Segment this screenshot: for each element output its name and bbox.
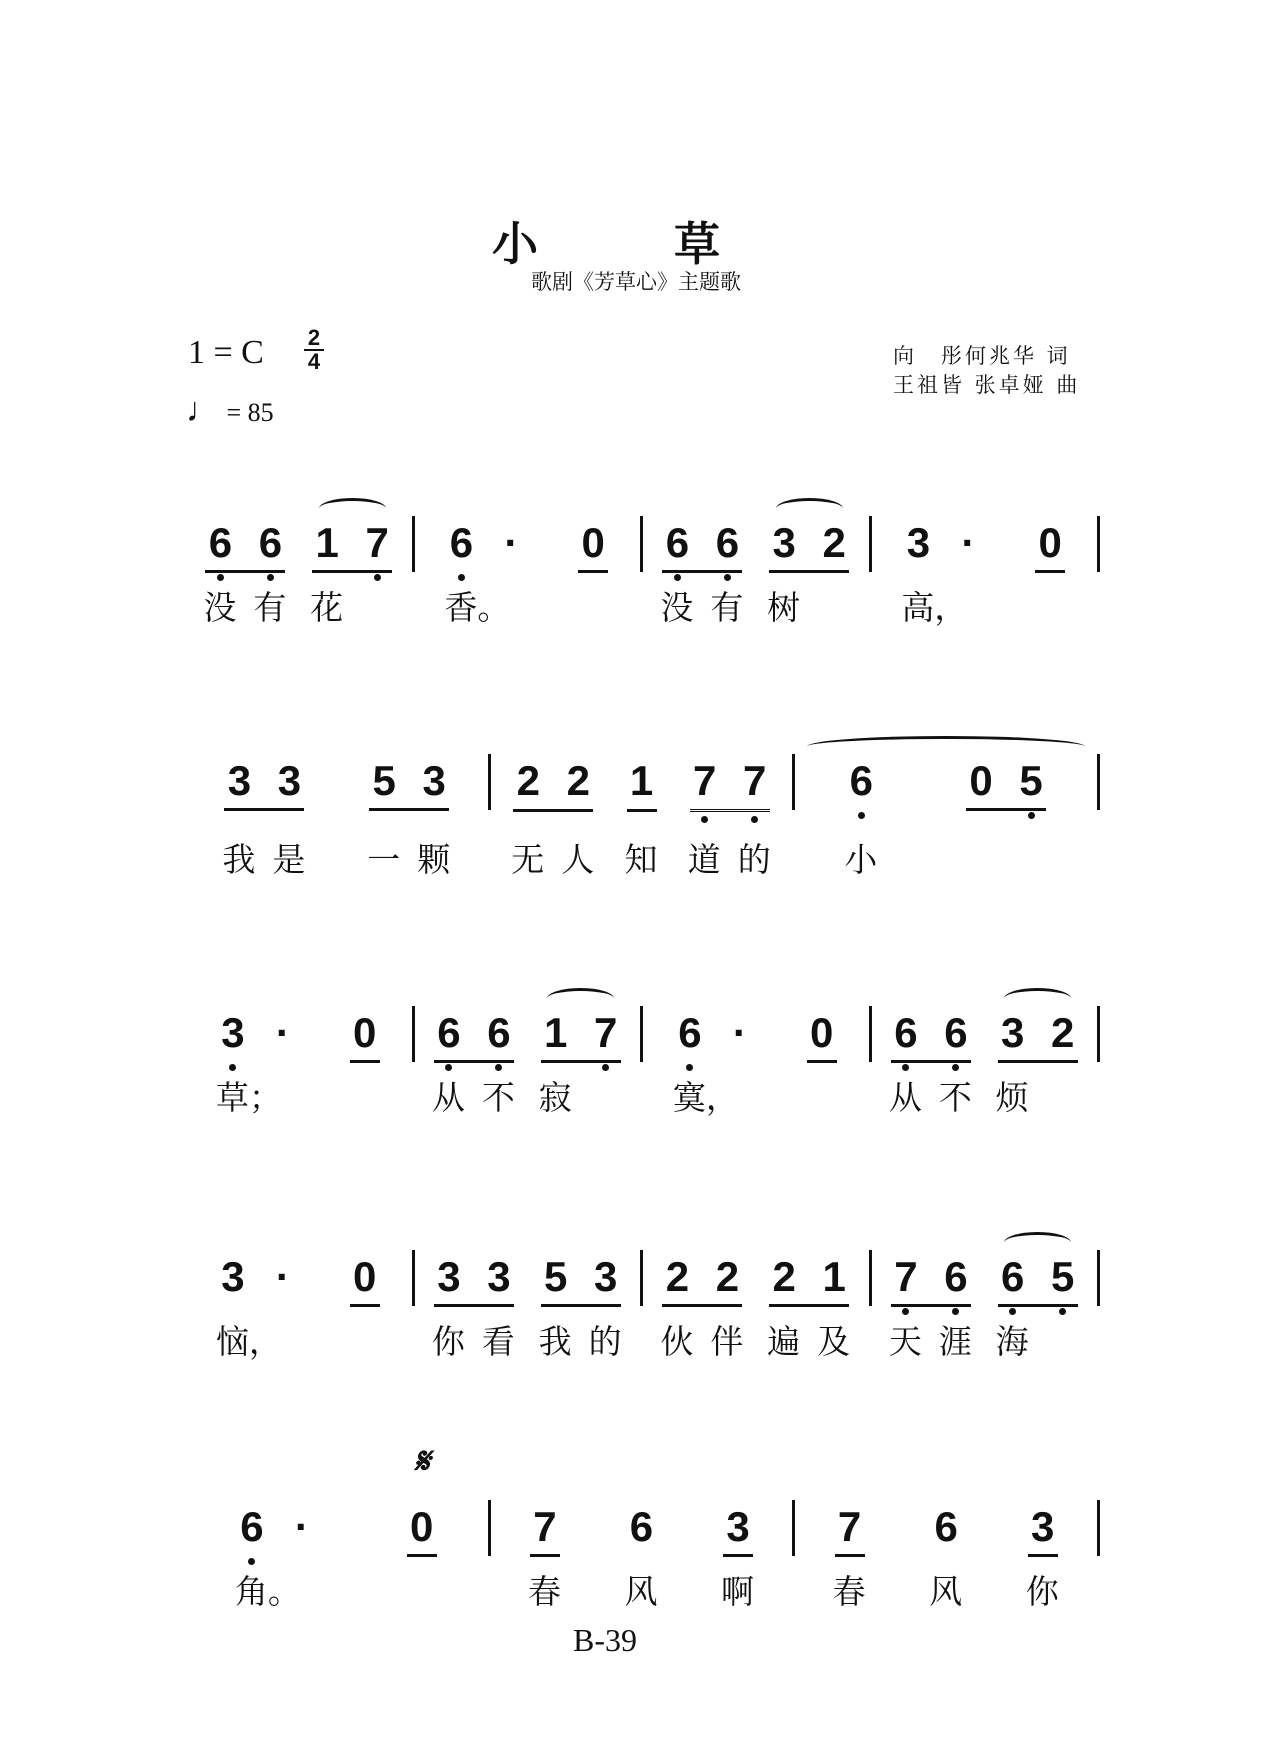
measure — [643, 1009, 869, 1117]
note — [538, 1253, 572, 1361]
note — [721, 1503, 755, 1611]
note-digit: 2 — [665, 1253, 690, 1300]
beam-group — [767, 519, 849, 627]
note — [710, 519, 744, 627]
lyricist-credit: 向 彤何兆华 词 — [893, 344, 1071, 368]
barline — [1097, 1500, 1100, 1556]
beam-group — [624, 1503, 658, 1611]
note-digit: 7 — [693, 757, 717, 804]
lyric: 的 — [737, 840, 771, 879]
note-digit: 2 — [772, 1253, 796, 1300]
note — [222, 757, 256, 879]
note — [767, 1253, 801, 1361]
measure — [186, 1253, 412, 1361]
slur — [1004, 1232, 1071, 1253]
note-digit: 5 — [1050, 1253, 1075, 1300]
beam-group — [203, 519, 287, 627]
note — [938, 1253, 972, 1361]
measure — [795, 1503, 1097, 1611]
measure — [415, 1009, 641, 1117]
beam-group — [844, 757, 878, 879]
lyric: 不 — [481, 1078, 515, 1117]
note — [367, 757, 401, 879]
beam-group — [215, 1009, 298, 1117]
beam-group — [367, 757, 451, 879]
lyric: 有 — [253, 588, 287, 627]
beam-group — [1025, 1503, 1059, 1611]
note-digit: 0 — [352, 1253, 377, 1300]
lyric: 我 — [538, 1322, 572, 1361]
lower-octave-dot — [1059, 1308, 1066, 1315]
lower-octave-dot — [229, 1064, 236, 1071]
note-digit: 3 — [1000, 1009, 1025, 1056]
beam-group — [444, 519, 526, 627]
note — [578, 520, 608, 566]
note-digit: 1 — [315, 519, 339, 566]
tempo-marking — [186, 392, 274, 430]
note-digit: 6 — [678, 1009, 702, 1056]
note — [431, 1253, 465, 1361]
note-digit: 3 — [593, 1253, 618, 1300]
beam-group — [767, 1253, 851, 1361]
lyric: 树 — [767, 588, 801, 627]
measure — [643, 519, 869, 627]
slur — [776, 498, 843, 519]
note-digit: 6 — [1000, 1253, 1025, 1300]
note — [362, 520, 392, 566]
beam-group — [672, 1009, 755, 1117]
note — [844, 757, 878, 879]
lower-octave-dot — [902, 1064, 909, 1071]
note — [350, 1010, 380, 1056]
lyric: 不 — [938, 1078, 972, 1117]
lower-octave-dot — [724, 574, 731, 581]
score-row — [186, 1009, 1100, 1117]
credits — [893, 342, 1080, 400]
note-digit: 2 — [516, 757, 540, 804]
note — [538, 1009, 572, 1117]
measure — [186, 519, 412, 627]
note — [819, 520, 849, 566]
note-digit: 2 — [1050, 1009, 1075, 1056]
lyric: 从 — [888, 1078, 922, 1117]
lyric: 伴 — [710, 1322, 744, 1361]
note-digit: 6 — [715, 519, 740, 566]
lower-octave-dot — [374, 574, 381, 581]
measure — [491, 757, 793, 879]
lower-octave-dot — [248, 1558, 255, 1565]
score-row — [186, 519, 1100, 627]
augmentation-dot — [496, 520, 526, 569]
lower-octave-dot — [445, 1064, 452, 1071]
beam-group — [538, 1009, 621, 1117]
lyric: 没 — [203, 588, 237, 627]
note-digit: · — [275, 1253, 290, 1300]
note — [561, 757, 595, 879]
barline — [1097, 1006, 1100, 1062]
beam-group — [888, 1253, 972, 1361]
beam-group — [350, 1254, 380, 1307]
lyric: 知 — [624, 840, 658, 879]
note — [481, 1253, 515, 1361]
lyric: 高， — [901, 588, 968, 627]
lower-octave-dot — [267, 574, 274, 581]
note-digit: 7 — [533, 1503, 557, 1550]
beam-group — [624, 757, 658, 879]
note-digit: 2 — [822, 519, 846, 566]
note-digit: 0 — [1038, 519, 1062, 566]
note — [1025, 1503, 1059, 1611]
note-digit: 0 — [410, 1503, 434, 1550]
note-digit: · — [961, 519, 976, 566]
lower-octave-dot — [674, 574, 681, 581]
measure — [186, 1009, 412, 1117]
beam-group — [687, 757, 771, 879]
lyric: 一 — [367, 840, 401, 879]
measure — [186, 757, 488, 879]
note — [737, 757, 771, 879]
note — [234, 1503, 301, 1611]
time-signature-bottom: 4 — [307, 349, 321, 374]
lyric: 颗 — [417, 840, 451, 879]
beam-group — [431, 1009, 515, 1117]
note — [624, 1503, 658, 1611]
lyric: 啊 — [721, 1572, 755, 1611]
score-row — [186, 1503, 1100, 1611]
note — [888, 1253, 922, 1361]
lyric: 没 — [660, 588, 694, 627]
note-digit: 7 — [837, 1503, 862, 1550]
lyric: 我 — [222, 840, 256, 879]
lyric: 涯 — [938, 1322, 972, 1361]
lower-octave-dot — [902, 1308, 909, 1315]
lyric: 的 — [588, 1322, 622, 1361]
beam-group — [888, 1009, 972, 1117]
beam-group — [511, 757, 595, 879]
note-digit: · — [275, 1009, 290, 1056]
note — [444, 519, 511, 627]
beam-group — [807, 1010, 837, 1063]
note — [817, 1253, 851, 1361]
measure — [415, 519, 641, 627]
note — [1048, 1010, 1078, 1056]
note-digit: 2 — [715, 1253, 740, 1300]
note-digit: 3 — [487, 1253, 511, 1300]
note — [929, 1503, 963, 1611]
note — [253, 519, 287, 627]
note-digit: 6 — [258, 519, 283, 566]
beam-group — [538, 1253, 622, 1361]
barline — [1097, 516, 1100, 572]
note-digit: 3 — [772, 519, 796, 566]
note — [203, 519, 237, 627]
lower-octave-dot — [952, 1308, 959, 1315]
time-signature — [304, 325, 324, 374]
note-digit: 3 — [1031, 1503, 1055, 1550]
measure — [872, 1009, 1098, 1117]
note — [527, 1503, 561, 1611]
note-digit: 7 — [743, 757, 767, 804]
lyric: 恼， — [215, 1322, 282, 1361]
lyric: 香。 — [444, 588, 511, 627]
barline — [1097, 754, 1100, 810]
lower-octave-dot — [602, 1064, 609, 1071]
note-digit: 0 — [352, 1009, 377, 1056]
note-digit: 6 — [449, 519, 474, 566]
note-digit: 0 — [969, 757, 993, 804]
note-digit: 6 — [944, 1009, 968, 1056]
note-digit: 3 — [221, 1253, 245, 1300]
beam-group — [222, 757, 306, 879]
beam-group — [350, 1010, 380, 1063]
note-digit: 7 — [894, 1253, 918, 1300]
note-digit: 6 — [934, 1503, 958, 1550]
augmentation-dot — [287, 1504, 317, 1553]
lyric: 烦 — [995, 1078, 1029, 1117]
note-digit: 6 — [437, 1009, 461, 1056]
lower-octave-dot — [458, 574, 465, 581]
beam-group — [660, 519, 744, 627]
beam-group — [995, 1253, 1078, 1361]
note-digit: 5 — [543, 1253, 568, 1300]
lower-octave-dot — [1009, 1308, 1016, 1315]
note — [660, 1253, 694, 1361]
note — [511, 757, 545, 879]
song-title: 小 草 — [491, 217, 780, 271]
note-digit: 7 — [365, 519, 389, 566]
barline — [1097, 1250, 1100, 1306]
note-digit: 6 — [208, 519, 233, 566]
slur — [1004, 988, 1071, 1009]
lower-octave-dot — [751, 816, 758, 823]
note — [215, 1009, 282, 1117]
note-digit: · — [294, 1503, 309, 1550]
key-signature: 1 = C — [188, 334, 264, 371]
note-digit: 6 — [240, 1503, 264, 1550]
note — [672, 1009, 739, 1117]
lyric: 小 — [844, 840, 878, 879]
note-digit: 3 — [277, 757, 302, 804]
measure — [872, 519, 1098, 627]
note-digit: 2 — [566, 757, 590, 804]
lyric: 及 — [817, 1322, 851, 1361]
note-digit: 1 — [822, 1253, 846, 1300]
note — [310, 519, 344, 627]
lyric: 有 — [710, 588, 744, 627]
beam-group — [995, 1009, 1078, 1117]
note-digit: 3 — [221, 1009, 245, 1056]
beam-group — [527, 1503, 561, 1611]
note-digit: 3 — [906, 519, 931, 566]
lower-octave-dot — [1028, 812, 1035, 819]
note — [966, 758, 996, 804]
augmentation-dot — [953, 520, 983, 569]
lyric: 寂 — [538, 1078, 572, 1117]
beam-group — [966, 758, 1046, 811]
augmentation-dot — [268, 1010, 298, 1059]
beam-group — [234, 1503, 317, 1611]
beam-group — [1035, 520, 1065, 573]
slur — [319, 498, 386, 519]
note-digit: 6 — [629, 1503, 654, 1550]
note-digit: 3 — [437, 1253, 461, 1300]
note — [1035, 520, 1065, 566]
note — [588, 1253, 622, 1361]
song-subtitle: 歌剧《芳草心》主题歌 — [531, 270, 741, 294]
measure — [643, 1253, 869, 1361]
segno-sign: 𝄋 — [414, 1441, 430, 1481]
lyric: 道 — [687, 840, 721, 879]
page-number: B-39 — [573, 1622, 637, 1658]
note-digit: 1 — [543, 1009, 568, 1056]
lyric: 春 — [832, 1572, 866, 1611]
lyric: 角。 — [234, 1572, 301, 1611]
note-digit: 0 — [581, 519, 605, 566]
measure — [795, 757, 1097, 879]
note — [938, 1009, 972, 1117]
note-digit: 6 — [849, 757, 873, 804]
note-digit: 6 — [665, 519, 690, 566]
time-signature-top: 2 — [307, 325, 321, 350]
note — [624, 757, 658, 879]
note-digit: 3 — [422, 757, 446, 804]
note — [832, 1503, 866, 1611]
composer-credit: 王祖皆 张卓娅 曲 — [893, 373, 1081, 397]
note — [272, 757, 306, 879]
lyric: 花 — [310, 588, 344, 627]
augmentation-dot — [268, 1254, 298, 1303]
lower-octave-dot — [686, 1064, 693, 1071]
note-digit: 3 — [227, 757, 252, 804]
note — [995, 1009, 1029, 1117]
lyric: 从 — [431, 1078, 465, 1117]
note — [807, 1010, 837, 1056]
lower-octave-dot — [858, 812, 865, 819]
quarter-note-icon: ♩ — [186, 392, 220, 429]
lyric: 风 — [624, 1572, 658, 1611]
lyric: 遍 — [767, 1322, 801, 1361]
note — [710, 1253, 744, 1361]
note — [407, 1504, 437, 1550]
note — [888, 1009, 922, 1117]
beam-group — [901, 519, 983, 627]
note-digit: 3 — [726, 1503, 750, 1550]
lyric: 天 — [888, 1322, 922, 1361]
beam-group — [660, 1253, 744, 1361]
note — [767, 519, 801, 627]
lyric: 风 — [929, 1572, 963, 1611]
note-digit: 6 — [944, 1253, 968, 1300]
note — [481, 1009, 515, 1117]
beam-group — [310, 519, 392, 627]
lyric: 寞， — [672, 1078, 739, 1117]
beam-group — [215, 1253, 298, 1361]
note — [660, 519, 694, 627]
lyric: 你 — [1025, 1572, 1059, 1611]
note — [1048, 1254, 1078, 1300]
lyric: 伙 — [660, 1322, 694, 1361]
measure — [872, 1253, 1098, 1361]
tempo-value: = 85 — [226, 398, 274, 427]
lyric: 海 — [995, 1322, 1029, 1361]
beam-group — [929, 1503, 963, 1611]
note — [901, 519, 968, 627]
note-digit: 7 — [593, 1009, 618, 1056]
lower-octave-dot — [952, 1064, 959, 1071]
beam-group — [407, 1504, 437, 1557]
lyric: 你 — [431, 1322, 465, 1361]
score-row — [186, 757, 1100, 879]
note-digit: · — [504, 519, 519, 566]
lyric: 草； — [215, 1078, 282, 1117]
note — [431, 1009, 465, 1117]
lyric: 无 — [511, 840, 545, 879]
note-digit: 5 — [1019, 757, 1043, 804]
lyric: 人 — [561, 840, 595, 879]
beam-group — [832, 1503, 866, 1611]
augmentation-dot — [725, 1010, 755, 1059]
note — [215, 1253, 282, 1361]
note-digit: · — [732, 1009, 747, 1056]
note — [591, 1010, 621, 1056]
note — [995, 1253, 1029, 1361]
measure — [415, 1253, 641, 1361]
measure — [491, 1503, 793, 1611]
lower-octave-dot — [495, 1064, 502, 1071]
slur — [547, 988, 614, 1009]
note — [1016, 758, 1046, 804]
note — [350, 1254, 380, 1300]
note-digit: 5 — [372, 757, 396, 804]
lyric: 春 — [527, 1572, 561, 1611]
note-digit: 0 — [809, 1009, 834, 1056]
beam-group — [721, 1503, 755, 1611]
note — [417, 757, 451, 879]
measure — [186, 1503, 488, 1611]
beam-group — [578, 520, 608, 573]
score-row — [186, 1253, 1100, 1361]
note-digit: 6 — [487, 1009, 511, 1056]
lower-octave-dot — [217, 574, 224, 581]
lyric: 是 — [272, 840, 306, 879]
beam-group — [431, 1253, 515, 1361]
note-digit: 1 — [629, 757, 654, 804]
slur — [807, 736, 1085, 757]
note — [687, 757, 721, 879]
note-digit: 6 — [894, 1009, 918, 1056]
lower-octave-dot — [701, 816, 708, 823]
lyric: 看 — [481, 1322, 515, 1361]
